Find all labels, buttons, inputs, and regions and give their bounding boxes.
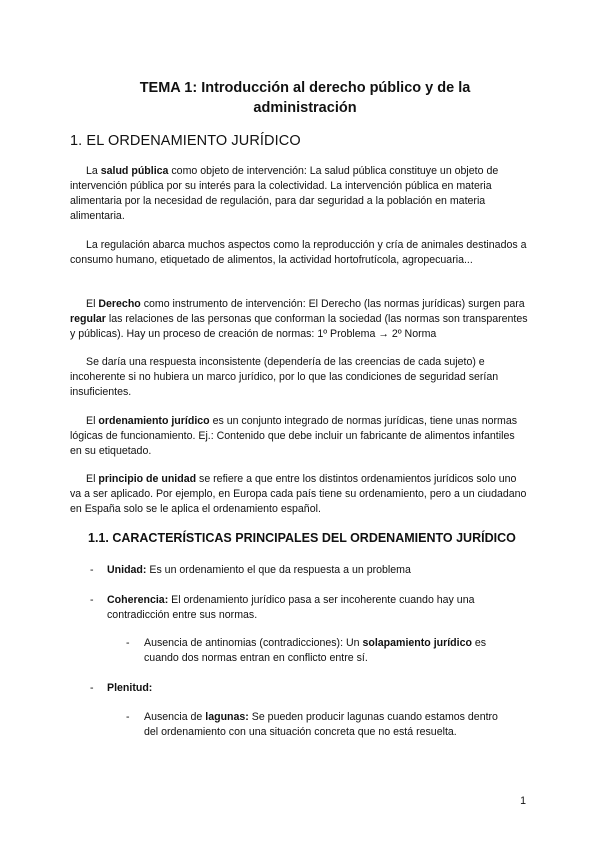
bold-term: Coherencia: (107, 594, 169, 606)
text-run: Se pueden producir lagunas cuando estamos dentro del ordenamiento con una situación concreta que no está resuelta. (144, 711, 498, 738)
text-run: se refiere a que entre los distintos ordenamientos jurídicos solo uno va a ser aplicado. Por ejemplo, en Europa cada país tiene su ordenamiento, pero a un ciudadano en España solo se le aplica el ordenamiento español. (70, 473, 527, 515)
bold-term: Unidad: (107, 564, 147, 576)
list-dash: - (90, 594, 94, 606)
text-run: Es un ordenamiento el que da respuesta a un problema (146, 564, 411, 576)
text-run: como objeto de intervención: La salud pública constituye un objeto de intervención pública por su interés para la colectividad. La intervención pública en materia alimentaria por la necesidad de regulación, para dar seguridad a la población en materia alimentaria. (70, 165, 499, 222)
bold-term: ordenamiento jurídico (98, 415, 210, 427)
text-run: El (86, 298, 99, 310)
list-item-antinomias (144, 636, 510, 666)
list-dash: - (90, 682, 94, 694)
bold-term: principio de unidad (98, 473, 197, 485)
text-run: como instrumento de intervención: El Derecho (las normas jurídicas) surgen para (140, 298, 525, 310)
bold-term: Plenitud: (107, 682, 153, 694)
text-run: las relaciones de las personas que conforman la sociedad (las normas son transparentes y públicas). Hay un proceso de creación de normas: 1º Problema → 2º Norma (70, 313, 528, 340)
bold-term: salud pública (100, 165, 169, 177)
list-dash: - (126, 711, 130, 723)
document-title (70, 78, 540, 118)
section-heading-1: 1. EL ORDENAMIENTO JURÍDICO (70, 133, 301, 149)
paragraph-regulacion: La regulación abarca muchos aspectos como la reproducción y cría de animales destinados a consumo humano, etiquetado de alimentos, la actividad hortofrutícola, agropecuaria... (70, 239, 527, 266)
bold-term: regular (70, 313, 106, 325)
paragraph-derecho (70, 297, 528, 342)
list-dash: - (126, 637, 130, 649)
title-line-2: administración (253, 100, 357, 116)
paragraph-respuesta: Se daría una respuesta inconsistente (dependería de las creencias de cada sujeto) e incoherente si no hubiera un marco jurídico, por lo que las condiciones de seguridad serían insuficientes. (70, 356, 499, 398)
list-item-unidad (107, 563, 527, 578)
text-run: Ausencia de (144, 711, 206, 723)
list-item-lagunas (144, 710, 510, 740)
bold-term: solapamiento jurídico (362, 637, 472, 649)
list-item-coherencia (107, 593, 507, 623)
text-run: Ausencia de antinomias (contradicciones): Un (144, 637, 363, 649)
text-run: El ordenamiento jurídico pasa a ser incoherente cuando hay una contradicción entre sus normas. (107, 594, 475, 621)
page-number: 1 (520, 795, 526, 807)
text-run: El (86, 473, 99, 485)
list-item-plenitud (107, 681, 507, 696)
title-line-1: TEMA 1: Introducción al derecho público y de la (139, 80, 471, 96)
text-run: es cuando dos normas entran en conflicto entre sí. (144, 637, 487, 664)
paragraph-principio-unidad (70, 472, 528, 517)
list-dash: - (90, 564, 94, 576)
paragraph-salud-publica (70, 164, 528, 224)
bold-term: lagunas: (205, 711, 249, 723)
paragraph-ordenamiento (70, 414, 528, 459)
text-run: El (86, 415, 99, 427)
text-run: es un conjunto integrado de normas jurídicas, tiene unas normas lógicas de funcionamiento. Ej.: Contenido que debe incluir un fabricante de alimentos infantiles en su etiquetado. (70, 415, 518, 457)
bold-term: Derecho (98, 298, 141, 310)
section-heading-1-1: 1.1. CARACTERÍSTICAS PRINCIPALES DEL ORDENAMIENTO JURÍDICO (88, 531, 516, 545)
text-run: La (86, 165, 101, 177)
